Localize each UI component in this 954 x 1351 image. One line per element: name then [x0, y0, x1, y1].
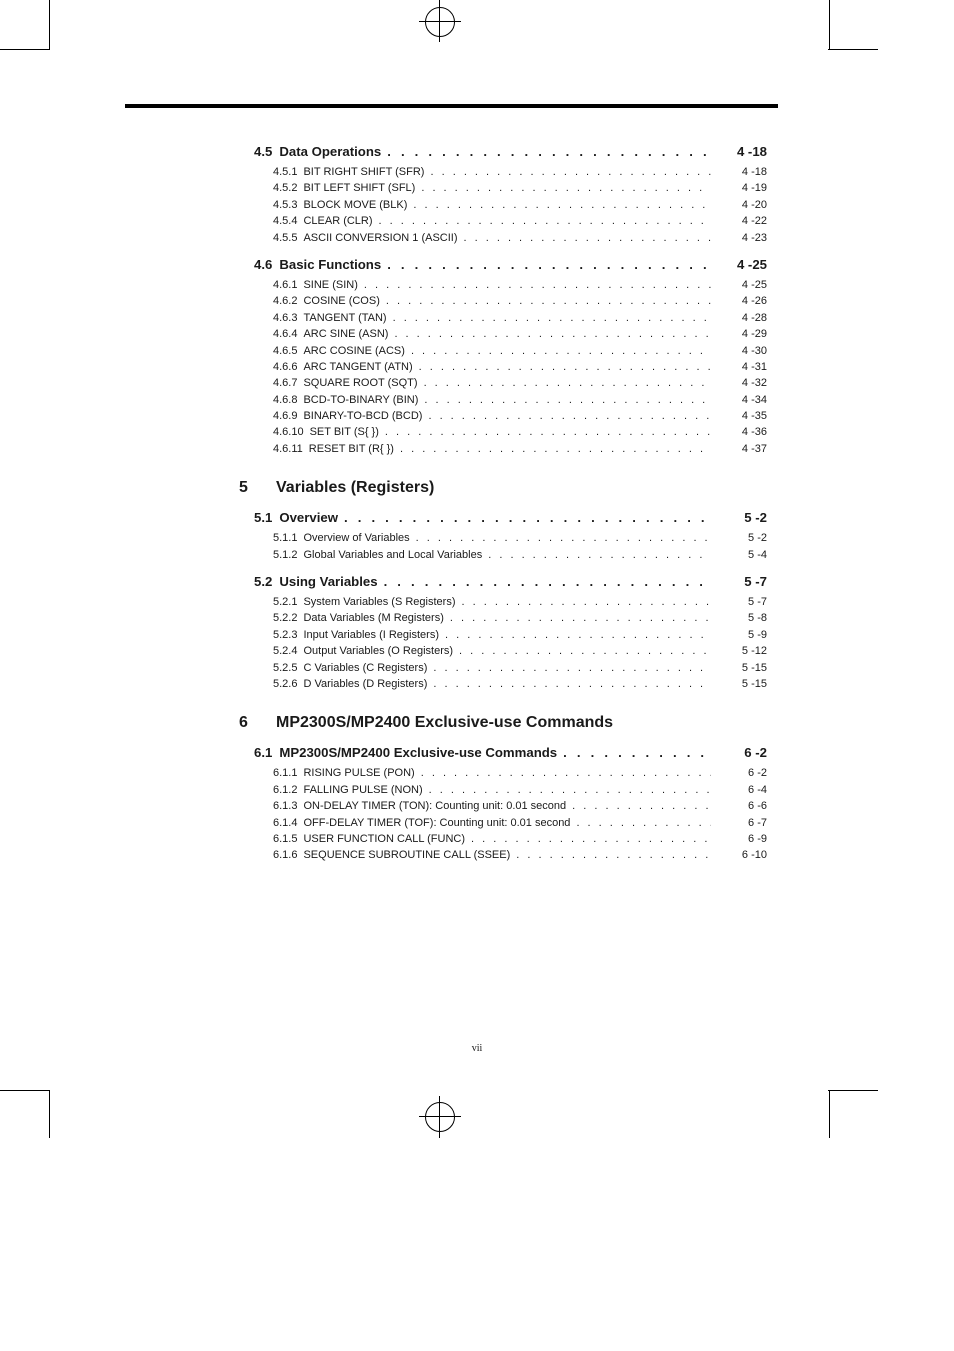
section-page: 4 -18 — [736, 144, 767, 159]
subsection-title: CLEAR (CLR) — [303, 215, 373, 228]
toc-subsection-entry[interactable] — [273, 833, 767, 849]
subsection-page: 4 -20 — [741, 198, 767, 211]
subsection-title: ARC SINE (ASN) — [303, 328, 389, 341]
toc-subsection-entry[interactable] — [273, 443, 767, 459]
subsection-page: 4 -26 — [741, 295, 767, 308]
dot-leader — [387, 257, 711, 272]
subsection-number: 5.2.3 — [273, 628, 298, 641]
dot-leader — [411, 345, 711, 357]
header-rule — [125, 104, 778, 108]
dot-leader — [430, 166, 711, 178]
toc-subsection-entry[interactable] — [273, 645, 767, 661]
toc-subsection-entry[interactable] — [273, 800, 767, 816]
toc-section-entry[interactable] — [254, 144, 767, 164]
dot-leader — [433, 662, 711, 674]
subsection-number: 5.2.5 — [273, 661, 298, 674]
dot-leader — [421, 182, 711, 194]
section-title: Using Variables — [279, 574, 378, 590]
dot-leader — [421, 767, 711, 779]
subsection-number: 4.6.3 — [273, 311, 298, 324]
dot-leader — [393, 312, 711, 324]
subsection-title: Global Variables and Local Variables — [303, 548, 483, 561]
page-number: vii — [471, 1043, 483, 1054]
table-of-contents — [237, 144, 767, 866]
dot-leader — [394, 328, 711, 340]
subsection-number: 5.2.4 — [273, 645, 298, 658]
subsection-title: BINARY-TO-BCD (BCD) — [303, 410, 423, 423]
subsection-number: 6.1.3 — [273, 800, 298, 813]
subsection-title: Overview of Variables — [303, 532, 410, 545]
subsection-number: 4.6.9 — [273, 410, 298, 423]
subsection-page: 6 -9 — [748, 832, 767, 845]
subsection-page: 5 -7 — [748, 596, 767, 609]
dot-leader — [379, 215, 711, 227]
section-number: 4.5 — [254, 144, 273, 159]
dot-leader — [471, 833, 711, 845]
toc-subsection-entry[interactable] — [273, 426, 767, 442]
dot-leader — [419, 361, 711, 373]
dot-leader — [385, 426, 711, 438]
section-page: 6 -2 — [744, 745, 767, 761]
chapter-heading — [239, 714, 767, 732]
toc-subsection-entry[interactable] — [273, 410, 767, 426]
subsection-title: C Variables (C Registers) — [303, 661, 428, 674]
subsection-title: SQUARE ROOT (SQT) — [303, 377, 418, 390]
subsection-title: Data Variables (M Registers) — [303, 612, 444, 625]
chapter-number: 6 — [239, 714, 248, 732]
section-title: Data Operations — [279, 144, 382, 159]
dot-leader — [445, 629, 711, 641]
subsection-number: 6.1.6 — [273, 849, 298, 862]
subsection-number: 6.1.2 — [273, 783, 298, 796]
toc-subsection-entry[interactable] — [273, 678, 767, 694]
toc-subsection-entry[interactable] — [273, 662, 767, 678]
subsection-page: 4 -19 — [741, 182, 767, 195]
section-title: MP2300S/MP2400 Exclusive-use Commands — [279, 745, 558, 761]
subsection-number: 4.5.2 — [273, 182, 298, 195]
toc-subsection-entry[interactable] — [273, 817, 767, 833]
subsection-title: BLOCK MOVE (BLK) — [303, 198, 408, 211]
toc-subsection-entry[interactable] — [273, 215, 767, 231]
toc-section-entry[interactable] — [254, 574, 767, 594]
subsection-number: 5.1.1 — [273, 532, 298, 545]
dot-leader — [384, 574, 711, 589]
subsection-page: 4 -37 — [741, 442, 767, 455]
subsection-number: 4.5.5 — [273, 231, 298, 244]
subsection-page: 4 -31 — [741, 360, 767, 373]
subsection-page: 4 -25 — [741, 278, 767, 291]
subsection-title: ASCII CONVERSION 1 (ASCII) — [303, 231, 458, 244]
dot-leader — [424, 394, 711, 406]
subsection-page: 4 -18 — [741, 166, 767, 178]
toc-subsection-entry[interactable] — [273, 596, 767, 612]
subsection-page: 4 -23 — [741, 231, 767, 244]
section-page: 5 -7 — [744, 574, 767, 590]
subsection-number: 4.6.8 — [273, 393, 298, 406]
subsection-number: 4.6.1 — [273, 278, 298, 291]
subsection-page: 5 -4 — [748, 548, 767, 561]
toc-subsection-entry[interactable] — [273, 345, 767, 361]
dot-leader — [400, 443, 711, 455]
dot-leader — [429, 784, 711, 796]
subsection-title: SEQUENCE SUBROUTINE CALL (SSEE) — [303, 849, 511, 862]
toc-subsection-entry[interactable] — [273, 849, 767, 865]
subsection-page: 4 -22 — [741, 215, 767, 228]
subsection-title: SINE (SIN) — [303, 278, 358, 291]
toc-subsection-entry[interactable] — [273, 532, 767, 548]
chapter-heading — [239, 479, 767, 497]
toc-subsection-entry[interactable] — [273, 767, 767, 783]
subsection-title: BIT LEFT SHIFT (SFL) — [303, 182, 416, 195]
section-number: 5.2 — [254, 574, 273, 590]
dot-leader — [461, 596, 711, 608]
subsection-title: ARC COSINE (ACS) — [303, 344, 405, 357]
toc-subsection-entry[interactable] — [273, 784, 767, 800]
subsection-title: OFF-DELAY TIMER (TOF): Counting unit: 0.01 second — [303, 816, 571, 829]
dot-leader — [387, 144, 711, 159]
dot-leader — [516, 849, 711, 861]
toc-subsection-entry[interactable] — [273, 199, 767, 215]
subsection-number: 4.5.3 — [273, 198, 298, 211]
toc-subsection-entry[interactable] — [273, 182, 767, 198]
toc-section-entry[interactable] — [254, 257, 767, 277]
subsection-title: BIT RIGHT SHIFT (SFR) — [303, 166, 425, 178]
subsection-number: 4.6.11 — [273, 442, 303, 455]
subsection-page: 5 -9 — [748, 628, 767, 641]
subsection-title: Input Variables (I Registers) — [303, 628, 439, 641]
subsection-number: 6.1.5 — [273, 832, 298, 845]
toc-subsection-entry[interactable] — [273, 312, 767, 328]
subsection-page: 5 -15 — [741, 677, 767, 690]
dot-leader — [576, 817, 711, 829]
dot-leader — [424, 377, 711, 389]
subsection-page: 6 -4 — [748, 783, 767, 796]
section-number: 4.6 — [254, 256, 273, 272]
toc-subsection-entry[interactable] — [273, 394, 767, 410]
toc-subsection-entry[interactable] — [273, 166, 767, 182]
subsection-title: TANGENT (TAN) — [303, 311, 387, 324]
subsection-title: BCD-TO-BINARY (BIN) — [303, 393, 419, 406]
toc-subsection-entry[interactable] — [273, 361, 767, 377]
dot-leader — [464, 232, 712, 244]
dot-leader — [416, 532, 711, 544]
subsection-page: 6 -7 — [748, 816, 767, 829]
toc-subsection-entry[interactable] — [273, 629, 767, 645]
toc-section-entry[interactable] — [254, 745, 767, 765]
subsection-number: 4.5.4 — [273, 215, 298, 228]
dot-leader — [459, 645, 711, 657]
subsection-number: 5.2.6 — [273, 677, 298, 690]
subsection-page: 4 -36 — [741, 426, 767, 439]
toc-section-entry[interactable] — [254, 510, 767, 530]
section-page: 4 -25 — [736, 256, 767, 272]
dot-leader — [413, 199, 711, 211]
subsection-page: 4 -34 — [741, 393, 767, 406]
section-number: 6.1 — [254, 745, 273, 761]
toc-subsection-entry[interactable] — [273, 328, 767, 344]
subsection-number: 4.5.1 — [273, 166, 298, 178]
subsection-page: 4 -32 — [741, 377, 767, 390]
toc-subsection-entry[interactable] — [273, 612, 767, 628]
chapter-title: MP2300S/MP2400 Exclusive-use Commands — [276, 714, 614, 732]
toc-subsection-entry[interactable] — [273, 295, 767, 311]
subsection-number: 4.6.10 — [273, 426, 304, 439]
subsection-number: 4.6.2 — [273, 295, 298, 308]
subsection-page: 5 -2 — [748, 532, 767, 545]
dot-leader — [433, 678, 711, 690]
subsection-number: 4.6.4 — [273, 328, 298, 341]
subsection-number: 5.2.2 — [273, 612, 298, 625]
subsection-number: 4.6.7 — [273, 377, 298, 390]
dot-leader — [572, 800, 711, 812]
subsection-title: COSINE (COS) — [303, 295, 380, 308]
section-number: 5.1 — [254, 510, 273, 526]
subsection-page: 4 -30 — [741, 344, 767, 357]
subsection-title: FALLING PULSE (NON) — [303, 783, 423, 796]
subsection-title: Output Variables (O Registers) — [303, 645, 454, 658]
subsection-page: 5 -12 — [741, 645, 767, 658]
dot-leader — [364, 279, 711, 291]
subsection-title: USER FUNCTION CALL (FUNC) — [303, 832, 466, 845]
subsection-title: ON-DELAY TIMER (TON): Counting unit: 0.01 second — [303, 800, 567, 813]
dot-leader — [450, 612, 711, 624]
chapter-title: Variables (Registers) — [276, 479, 435, 497]
dot-leader — [488, 549, 711, 561]
subsection-title: D Variables (D Registers) — [303, 677, 428, 690]
section-page: 5 -2 — [744, 510, 767, 526]
subsection-page: 4 -35 — [741, 410, 767, 423]
subsection-number: 4.6.5 — [273, 344, 298, 357]
section-title: Basic Functions — [279, 256, 382, 272]
subsection-page: 6 -10 — [741, 849, 767, 862]
subsection-number: 5.2.1 — [273, 596, 298, 609]
subsection-page: 6 -2 — [748, 767, 767, 780]
subsection-page: 4 -29 — [741, 328, 767, 341]
section-title: Overview — [279, 510, 338, 526]
dot-leader — [386, 295, 711, 307]
subsection-page: 6 -6 — [748, 800, 767, 813]
subsection-title: System Variables (S Registers) — [303, 596, 456, 609]
subsection-number: 4.6.6 — [273, 360, 298, 373]
subsection-number: 5.1.2 — [273, 548, 298, 561]
subsection-title: ARC TANGENT (ATN) — [303, 360, 413, 373]
toc-subsection-entry[interactable] — [273, 279, 767, 295]
subsection-number: 6.1.4 — [273, 816, 298, 829]
chapter-number: 5 — [239, 479, 248, 497]
toc-subsection-entry[interactable] — [273, 377, 767, 393]
subsection-title: SET BIT (S{ }) — [309, 426, 379, 439]
subsection-page: 5 -15 — [741, 661, 767, 674]
subsection-title: RISING PULSE (PON) — [303, 767, 415, 780]
dot-leader — [563, 745, 711, 760]
dot-leader — [428, 410, 711, 422]
subsection-page: 4 -28 — [741, 311, 767, 324]
dot-leader — [344, 510, 711, 525]
subsection-page: 5 -8 — [748, 612, 767, 625]
subsection-title: RESET BIT (R{ }) — [308, 442, 394, 455]
toc-subsection-entry[interactable] — [273, 232, 767, 248]
toc-subsection-entry[interactable] — [273, 549, 767, 565]
subsection-number: 6.1.1 — [273, 767, 298, 780]
